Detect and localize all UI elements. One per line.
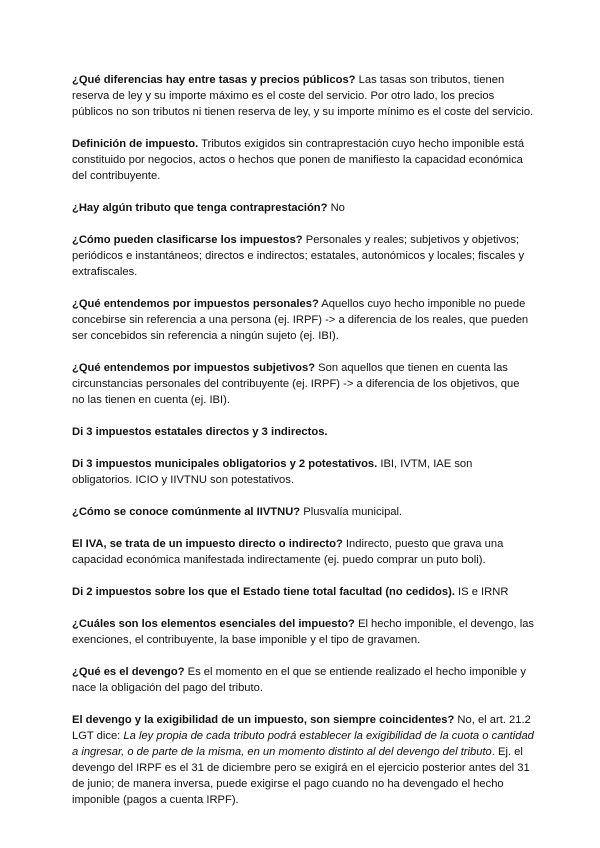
answer: Son aquellos que tienen en cuenta las circunstancias personales del contribuyente (ej. IRPF) -> a diferencia de los objetivos, que no las tienen en cuenta (ej. IBI). [72, 362, 520, 406]
answer: Aquellos cuyo hecho imponible no puede concebirse sin referencia a una persona (ej. IRPF) -> a diferencia de los reales, que pueden ser concebidos sin referencia a ningún sujeto (ej. IBI). [72, 298, 529, 342]
answer: No [327, 202, 345, 214]
answer: IBI, IVTM, IAE son obligatorios. ICIO y IIVTNU son potestativos. [72, 458, 473, 486]
question: ¿Hay algún tributo que tenga contraprestación? [72, 202, 328, 214]
answer: Personales y reales; subjetivos y objetivos; periódicos e instantáneos; directos e indirectos; estatales, autonómicos y locales; fiscales y extrafiscales. [72, 234, 525, 278]
question: Di 3 impuestos municipales obligatorios y 2 potestativos. [72, 458, 378, 470]
qa-municipales [72, 456, 534, 488]
answer: IS e IRNR [454, 586, 509, 598]
question: El IVA, se trata de un impuesto directo o indirecto? [72, 538, 343, 550]
question: ¿Cómo pueden clasificarse los impuestos? [72, 234, 303, 246]
answer: Indirecto, puesto que grava una capacidad económica manifestada indirectamente (ej. puedo comprar un puto boli). [72, 538, 504, 566]
law-quote: La ley propia de cada tributo podrá establecer la exigibilidad de la cuota o cantidad a ingresar, o de parte de la misma, en un momento distinto al del devengo del tributo [72, 730, 534, 758]
qa-estatales [72, 424, 534, 440]
qa-exigibilidad [72, 712, 534, 808]
answer-part-2: . Ej. el devengo del IRPF es el 31 de diciembre pero se exigirá en el ejercicio posterior antes del 31 de junio; de manera inversa, puede exigirse el pago cuando no ha devengado el hecho imponible (pagos a cuenta IRPF). [72, 746, 530, 806]
question: ¿Cuáles son los elementos esenciales del impuesto? [72, 618, 355, 630]
answer: El hecho imponible, el devengo, las exenciones, el contribuyente, la base imponible y el tipo de gravamen. [72, 618, 535, 646]
answer: Plusvalía municipal. [300, 506, 403, 518]
qa-tasas-precios [72, 72, 534, 120]
qa-devengo [72, 664, 534, 696]
qa-iivtnu [72, 504, 534, 520]
qa-definicion-impuesto [72, 136, 534, 184]
answer: Las tasas son tributos, tienen reserva de ley y su importe máximo es el coste del servicio. Por otro lado, los precios públicos no son tributos ni tienen reserva de ley, y su importe mínimo es el coste del servicio. [72, 74, 534, 118]
answer: Tributos exigidos sin contraprestación cuyo hecho imponible está constituido por negocios, actos o hechos que ponen de manifiesto la capacidad económica del contribuyente. [72, 138, 525, 182]
question: ¿Qué es el devengo? [72, 666, 185, 678]
qa-clasificacion [72, 232, 534, 280]
qa-personales [72, 296, 534, 344]
question: Definición de impuesto. [72, 138, 199, 150]
qa-subjetivos [72, 360, 534, 408]
question: Di 3 impuestos estatales directos y 3 indirectos. [72, 426, 328, 438]
question: Di 2 impuestos sobre los que el Estado tiene total facultad (no cedidos). [72, 586, 455, 598]
question: ¿Qué entendemos por impuestos subjetivos? [72, 362, 316, 374]
document-page [72, 72, 534, 824]
question: ¿Cómo se conoce comúnmente al IIVTNU? [72, 506, 301, 518]
qa-contraprestacion [72, 200, 534, 216]
question: El devengo y la exigibilidad de un impuesto, son siempre coincidentes? [72, 714, 455, 726]
qa-elementos [72, 616, 534, 648]
question: ¿Qué diferencias hay entre tasas y precios públicos? [72, 74, 356, 86]
answer: Es el momento en el que se entiende realizado el hecho imponible y nace la obligación del pago del tributo. [72, 666, 526, 694]
qa-no-cedidos [72, 584, 534, 600]
answer-part-1: No, el art. 21.2 LGT dice: [72, 714, 531, 742]
question: ¿Qué entendemos por impuestos personales? [72, 298, 319, 310]
qa-iva [72, 536, 534, 568]
